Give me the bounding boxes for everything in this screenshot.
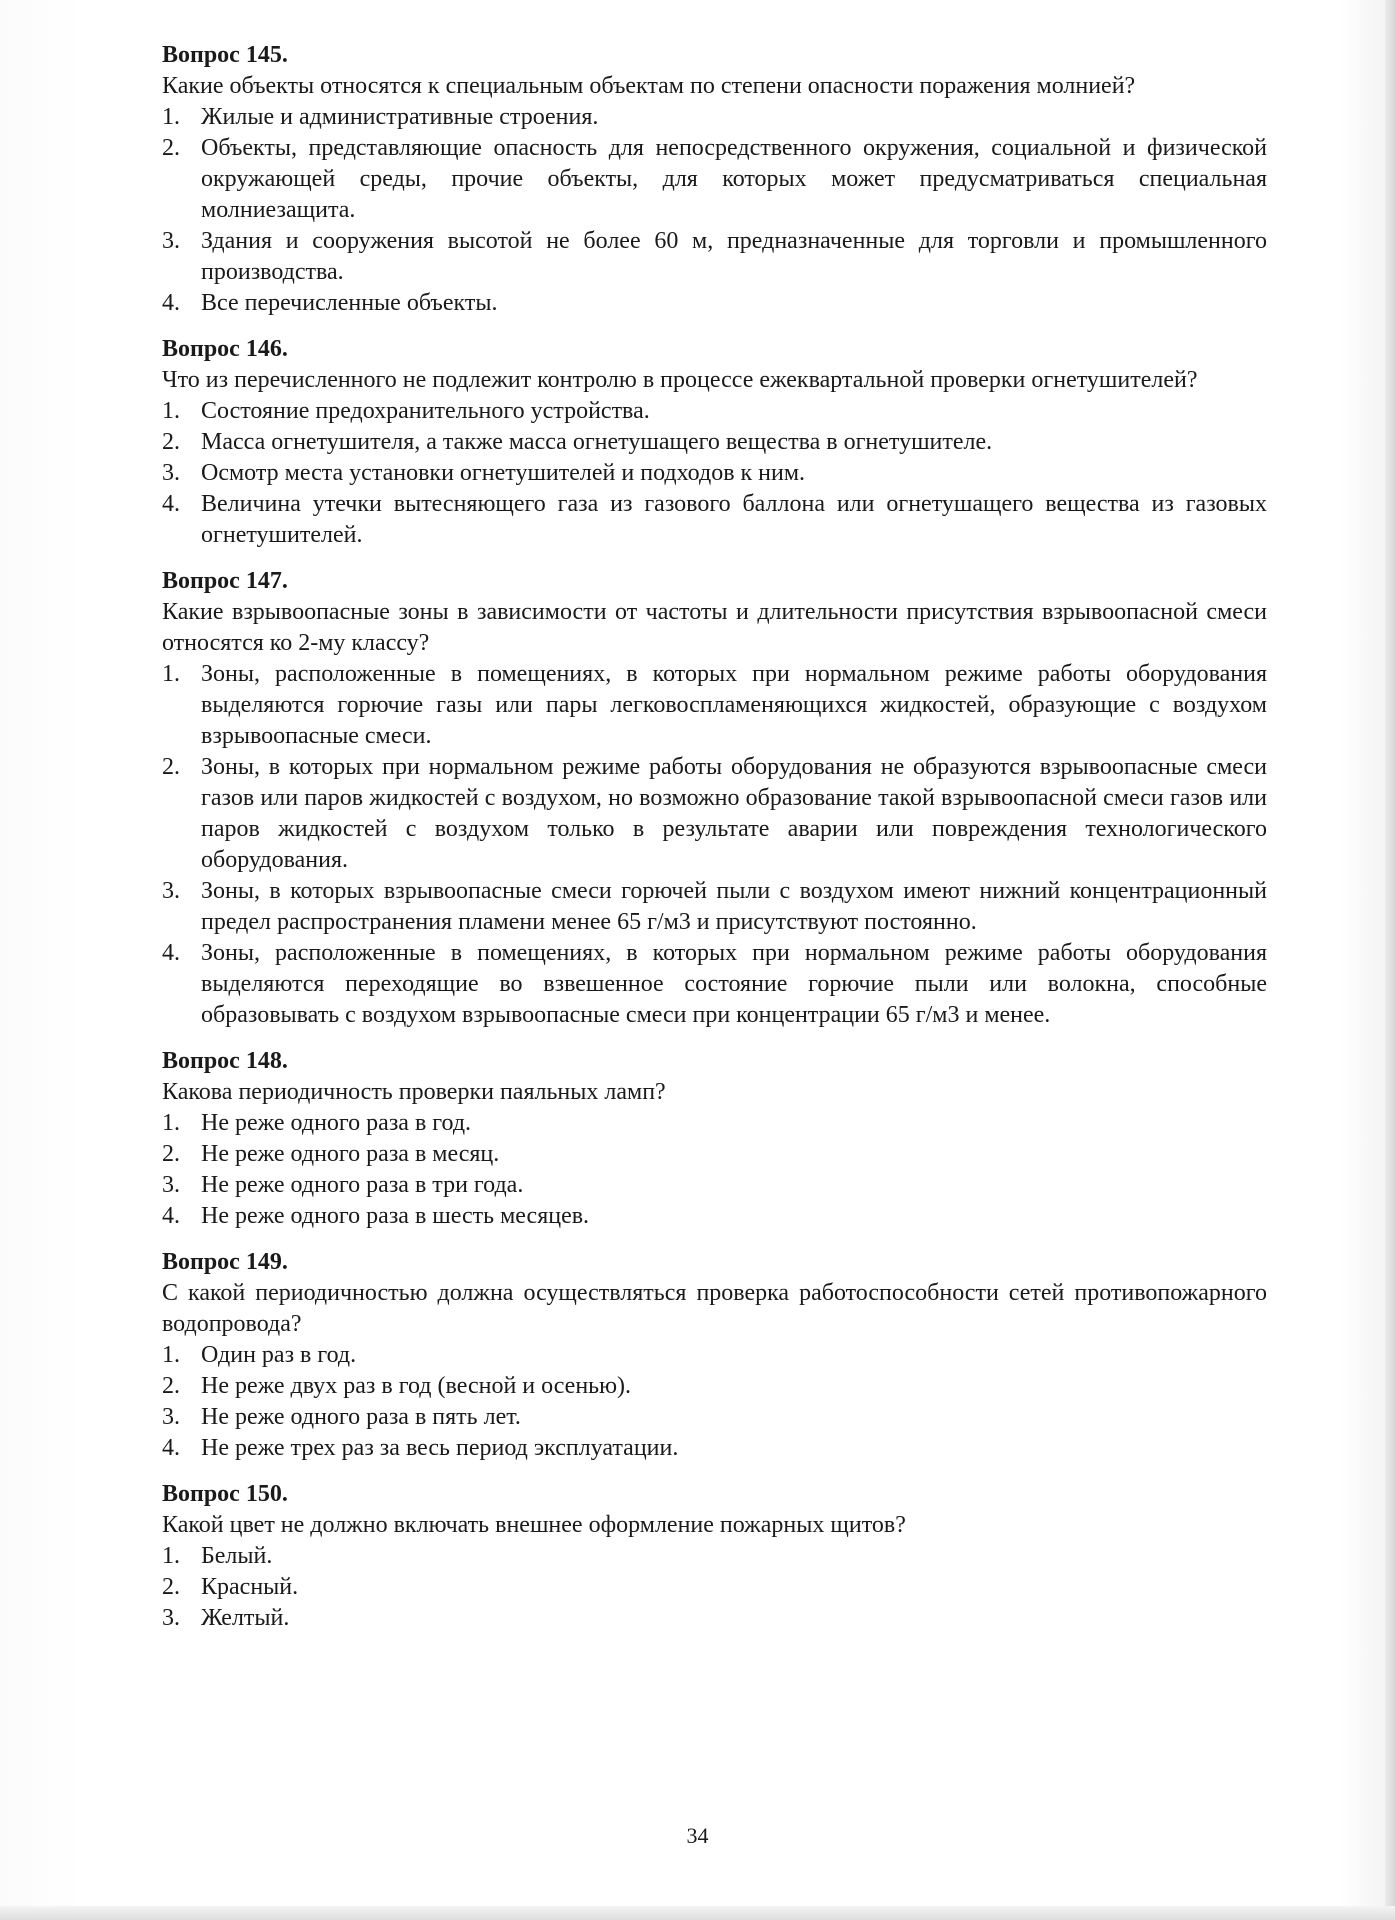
answer-options-list	[162, 1340, 1267, 1464]
question-title: Вопрос 147.	[162, 568, 288, 594]
answer-option-text: Не реже двух раз в год (весной и осенью).	[201, 1373, 632, 1399]
answer-option	[162, 489, 1267, 551]
question-title: Вопрос 149.	[162, 1249, 288, 1275]
answer-option-number: 3.	[162, 878, 180, 904]
question-text: Какие взрывоопасные зоны в зависимости от частоты и длительности присутствия взрывоопасной смеси относятся ко 2-му классу?	[162, 599, 1267, 656]
answer-option-text: Все перечисленные объекты.	[201, 290, 498, 316]
answer-option-number: 1.	[162, 1543, 180, 1569]
answer-options-list	[162, 659, 1267, 1031]
answer-option-number: 2.	[162, 1574, 180, 1600]
answer-option	[162, 133, 1267, 226]
question-block	[162, 1247, 1267, 1464]
answer-options-list	[162, 396, 1267, 551]
answer-option-text: Не реже одного раза в месяц.	[201, 1141, 500, 1167]
answer-option-number: 4.	[162, 290, 180, 316]
answer-option-text: Зоны, в которых при нормальном режиме работы оборудования не образуются взрывоопасные смеси газов или паров жидкостей с воздухом, но возможно образование такой взрывоопасной смеси газов или паров жидкостей с воздухом только в результате аварии или повреждения технологического оборудования.	[201, 754, 1267, 873]
answer-option	[162, 226, 1267, 288]
answer-option	[162, 396, 1267, 427]
answer-option	[162, 102, 1267, 133]
answer-option-text: Не реже одного раза в шесть месяцев.	[201, 1203, 590, 1229]
answer-option	[162, 1541, 1267, 1572]
answer-option	[162, 458, 1267, 489]
answer-options-list	[162, 102, 1267, 319]
answer-option-number: 3.	[162, 460, 180, 486]
answer-option-text: Масса огнетушителя, а также масса огнетушащего вещества в огнетушителе.	[201, 429, 993, 455]
answer-option-number: 2.	[162, 429, 180, 455]
answer-option-text: Зоны, расположенные в помещениях, в которых при нормальном режиме работы оборудования выделяются переходящие во взвешенное состояние горючие пыли или волокна, способные образовывать с воздухом взрывоопасные смеси при концентрации 65 г/м3 и менее.	[201, 940, 1267, 1028]
answer-option	[162, 659, 1267, 752]
answer-option	[162, 1201, 1267, 1232]
answer-option-number: 2.	[162, 1373, 180, 1399]
answer-option-number: 1.	[162, 1110, 180, 1136]
answer-option-text: Состояние предохранительного устройства.	[201, 398, 650, 424]
answer-option	[162, 1572, 1267, 1603]
answer-option-number: 4.	[162, 1203, 180, 1229]
answer-option	[162, 876, 1267, 938]
scan-edge-right	[1385, 0, 1395, 1920]
answer-option	[162, 752, 1267, 876]
question-text: Что из перечисленного не подлежит контролю в процессе ежеквартальной проверки огнетушителей?	[162, 367, 1198, 393]
question-text: Какой цвет не должно включать внешнее оформление пожарных щитов?	[162, 1512, 906, 1538]
answer-option-number: 3.	[162, 1404, 180, 1430]
question-title: Вопрос 146.	[162, 336, 288, 362]
answer-option-number: 2.	[162, 1141, 180, 1167]
answer-option-text: Величина утечки вытесняющего газа из газового баллона или огнетушащего вещества из газовых огнетушителей.	[201, 491, 1267, 548]
answer-option	[162, 1603, 1267, 1634]
answer-option-text: Не реже одного раза в пять лет.	[201, 1404, 521, 1430]
answer-option	[162, 1402, 1267, 1433]
page-number: 34	[686, 1823, 709, 1848]
answer-option-number: 4.	[162, 1435, 180, 1461]
question-block	[162, 40, 1267, 319]
answer-option-text: Желтый.	[201, 1605, 290, 1631]
answer-option-number: 2.	[162, 135, 180, 161]
question-text: С какой периодичностью должна осуществляться проверка работоспособности сетей противопожарного водопровода?	[162, 1280, 1267, 1337]
answer-option-text: Белый.	[201, 1543, 273, 1569]
answer-option	[162, 427, 1267, 458]
question-title: Вопрос 145.	[162, 42, 288, 68]
question-title: Вопрос 148.	[162, 1048, 288, 1074]
answer-option-text: Зоны, в которых взрывоопасные смеси горючей пыли с воздухом имеют нижний концентрационный предел распространения пламени менее 65 г/м3 и присутствуют постоянно.	[201, 878, 1267, 935]
answer-option-text: Объекты, представляющие опасность для непосредственного окружения, социальной и физической окружающей среды, прочие объекты, для которых может предусматриваться специальная молниезащита.	[201, 135, 1267, 223]
answer-option	[162, 1108, 1267, 1139]
answer-option-text: Не реже одного раза в год.	[201, 1110, 472, 1136]
answer-option	[162, 1371, 1267, 1402]
answer-option-text: Один раз в год.	[201, 1342, 357, 1368]
question-block	[162, 334, 1267, 551]
answer-option-number: 2.	[162, 754, 180, 780]
answer-option	[162, 1170, 1267, 1201]
answer-option-number: 1.	[162, 661, 180, 687]
answer-option-text: Здания и сооружения высотой не более 60 м, предназначенные для торговли и промышленного производства.	[201, 228, 1267, 285]
answer-option-text: Не реже трех раз за весь период эксплуатации.	[201, 1435, 679, 1461]
answer-option-number: 3.	[162, 1605, 180, 1631]
answer-options-list	[162, 1541, 1267, 1634]
answer-option	[162, 1433, 1267, 1464]
question-text: Какова периодичность проверки паяльных ламп?	[162, 1079, 666, 1105]
scan-edge-bottom	[0, 1906, 1395, 1920]
answer-option-text: Зоны, расположенные в помещениях, в которых при нормальном режиме работы оборудования выделяются горючие газы или пары легковоспламеняющихся жидкостей, образующие с воздухом взрывоопасные смеси.	[201, 661, 1267, 749]
answer-option-text: Осмотр места установки огнетушителей и подходов к ним.	[201, 460, 806, 486]
question-block	[162, 1046, 1267, 1232]
answer-option-number: 3.	[162, 1172, 180, 1198]
answer-options-list	[162, 1108, 1267, 1232]
answer-option	[162, 1139, 1267, 1170]
answer-option	[162, 1340, 1267, 1371]
answer-option-number: 4.	[162, 491, 180, 517]
answer-option-number: 3.	[162, 228, 180, 254]
question-title: Вопрос 150.	[162, 1481, 288, 1507]
answer-option	[162, 288, 1267, 319]
answer-option-text: Красный.	[201, 1574, 299, 1600]
answer-option-number: 4.	[162, 940, 180, 966]
question-block	[162, 566, 1267, 1031]
page-content	[162, 40, 1267, 1649]
answer-option-text: Не реже одного раза в три года.	[201, 1172, 524, 1198]
answer-option-number: 1.	[162, 1342, 180, 1368]
answer-option-number: 1.	[162, 104, 180, 130]
question-text: Какие объекты относятся к специальным объектам по степени опасности поражения молнией?	[162, 73, 1136, 99]
answer-option	[162, 938, 1267, 1031]
answer-option-text: Жилые и административные строения.	[201, 104, 599, 130]
answer-option-number: 1.	[162, 398, 180, 424]
question-block	[162, 1479, 1267, 1634]
